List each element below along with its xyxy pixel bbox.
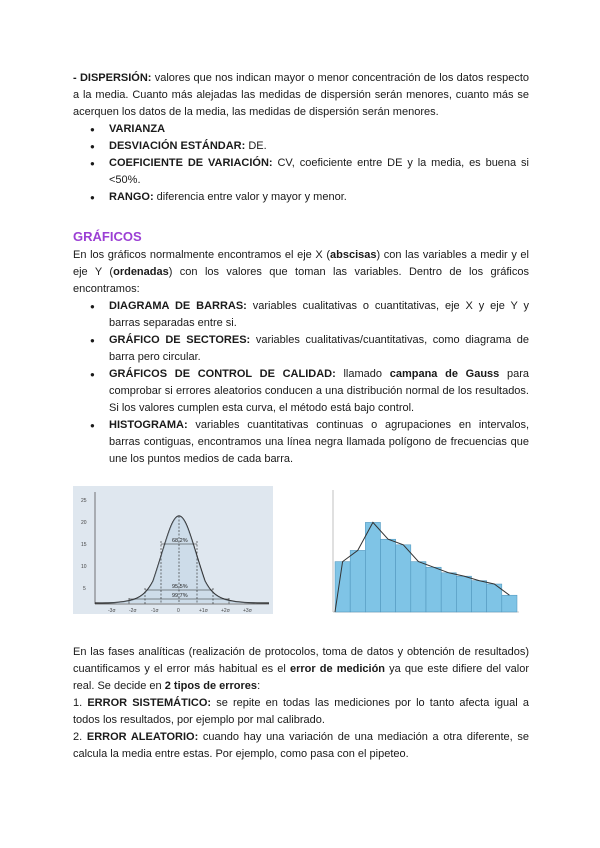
intro-text: En las fases analíticas (realización de protocolos, toma de datos y obtención de resultados) cuantificamos y el error más habitual es el	[73, 646, 529, 675]
item-number: 1.	[73, 697, 83, 709]
percent-label: 68,2%	[172, 538, 188, 544]
errors-list	[73, 695, 529, 763]
histogram-bar	[502, 595, 517, 612]
y-tick-label: 25	[81, 498, 87, 504]
item-text: variables cuantitativas continuas o agrupaciones en intervalos, barras contiguas, encontramos una línea negra llamada polígono de frecuencias que une los puntos medios de cada barra.	[109, 419, 529, 465]
percent-label: 99,7%	[172, 593, 188, 599]
list-item	[73, 695, 529, 729]
item-term: HISTOGRAMA:	[109, 419, 188, 431]
figures-row	[73, 486, 529, 626]
intro-text: ya que este difiere del valor real. Se decide en	[73, 663, 529, 692]
item-text: se repite en todas las mediciones por lo tanto afecta igual a todos los resultados, por ejemplo por mal calibrado.	[73, 697, 529, 726]
dispersion-paragraph	[73, 70, 529, 121]
dispersion-text: valores que nos indican mayor o menor concentración de los datos respecto a la media. Cuanto más alejadas las medidas de dispersión serán menores, cuanto más se acerquen los datos de la media, las medidas de dispersión serán menores.	[73, 72, 530, 118]
item-text: CV, coeficiente entre DE y la media, es buena si <50%.	[109, 157, 529, 186]
x-tick-label: -2σ	[129, 608, 137, 614]
item-term: DIAGRAMA DE BARRAS:	[109, 300, 247, 312]
list-item	[73, 729, 529, 763]
ordenadas-term: ordenadas	[113, 266, 169, 278]
item-text: para comprobar si errores aleatorios conducen a una distribución normal de los resultados. Si los valores cumplen esta curva, el método está bajo control.	[109, 368, 529, 414]
histogram-bar	[365, 522, 380, 612]
y-tick-label: 10	[81, 564, 87, 570]
item-bold: campana de Gauss	[389, 368, 500, 380]
item-text: variables cualitativas o cuantitativas, eje X y eje Y y barras separadas entre si.	[109, 300, 529, 329]
histogram-bar	[335, 562, 350, 612]
gauss-bell-figure	[73, 486, 273, 614]
item-text: cuando hay una variación de una mediación a otra diferente, se calcula la media entre estas. Por ejemplo, como pasa con el pipeteo.	[73, 731, 529, 760]
x-tick-label: +2σ	[221, 608, 230, 614]
intro-text: :	[257, 680, 261, 692]
item-term: RANGO:	[109, 191, 154, 203]
x-tick-label: +3σ	[243, 608, 252, 614]
list-item	[109, 138, 529, 155]
list-item	[109, 366, 529, 417]
abscisas-term: abscisas	[330, 249, 377, 261]
errors-intro	[73, 644, 529, 695]
page-content	[73, 70, 529, 763]
histogram-figure	[321, 486, 521, 622]
histogram-bar	[472, 581, 487, 612]
item-text: variables cualitativas/cuantitativas, como diagrama de barra pero circular.	[109, 334, 529, 363]
item-term: ERROR ALEATORIO:	[86, 731, 199, 743]
intro-text: En los gráficos normalmente encontramos el eje X (	[73, 249, 331, 261]
graficos-list	[73, 298, 529, 468]
item-text: diferencia entre valor y mayor y menor.	[153, 191, 347, 203]
intro-text: ) con los valores que toman las variables. Dentro de los gráficos encontramos:	[73, 266, 529, 295]
item-term: DESVIACIÓN ESTÁNDAR:	[109, 140, 246, 152]
histogram-bar	[411, 562, 426, 612]
percent-label: 95,5%	[172, 584, 188, 590]
y-tick-label: 15	[81, 542, 87, 548]
intro-bold: error de medición	[289, 663, 386, 675]
list-item	[109, 417, 529, 468]
item-term: COEFICIENTE DE VARIACIÓN:	[109, 157, 273, 169]
item-text: llamado	[335, 368, 390, 380]
item-term: GRÁFICOS DE CONTROL DE CALIDAD:	[109, 368, 336, 380]
dispersion-term: - DISPERSIÓN:	[73, 72, 152, 84]
list-item	[109, 332, 529, 366]
histogram-bar	[441, 573, 456, 612]
histogram-bar	[381, 539, 396, 612]
histogram-bar	[350, 550, 365, 612]
dispersion-list	[73, 121, 529, 206]
intro-text: ) con las variables a medir y el eje Y (	[73, 249, 529, 278]
item-term: ERROR SISTEMÁTICO:	[87, 697, 212, 709]
histogram-bar	[396, 545, 411, 612]
x-tick-label: -1σ	[151, 608, 159, 614]
list-item	[109, 121, 529, 138]
list-item	[109, 189, 529, 206]
intro-bold: 2 tipos de errores	[164, 680, 258, 692]
list-item	[109, 298, 529, 332]
item-term: GRÁFICO DE SECTORES:	[109, 334, 251, 346]
item-term: VARIANZA	[109, 123, 166, 135]
graficos-heading: GRÁFICOS	[73, 229, 142, 244]
y-tick-label: 20	[81, 520, 87, 526]
item-number: 2.	[73, 731, 83, 743]
x-tick-label: -3σ	[108, 608, 116, 614]
item-text: DE.	[245, 140, 267, 152]
x-tick-label: +1σ	[199, 608, 208, 614]
y-tick-label: 5	[83, 586, 86, 592]
histogram-bar	[456, 576, 471, 612]
x-tick-label: 0	[177, 608, 180, 614]
graficos-intro	[73, 247, 529, 298]
list-item	[109, 155, 529, 189]
histogram-bar	[426, 567, 441, 612]
